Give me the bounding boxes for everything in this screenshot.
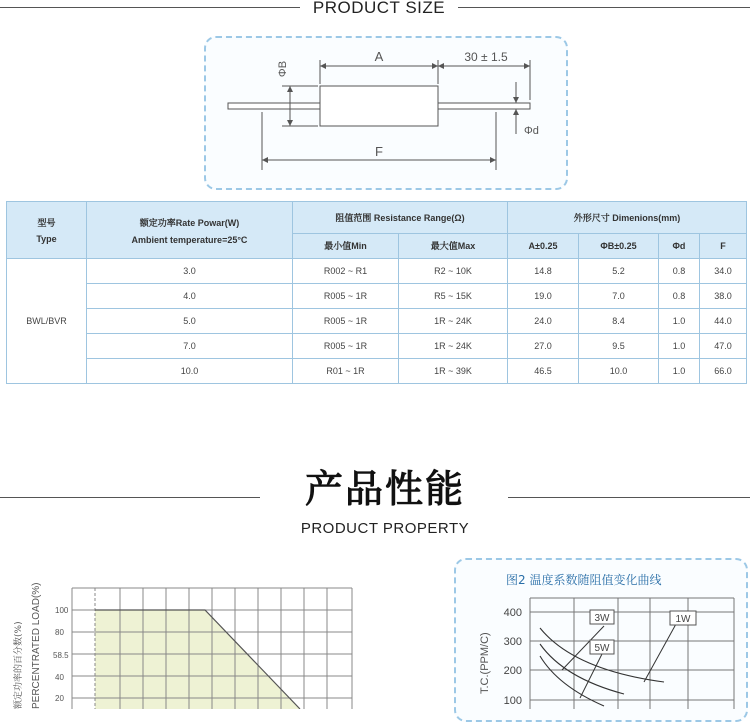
cell-min: R01 ~ 1R bbox=[293, 359, 399, 384]
header-resistance: 阻值范围 Resistance Range(Ω) bbox=[293, 202, 508, 234]
cell-max: 1R ~ 24K bbox=[399, 309, 508, 334]
derating-ytick: 58.5 bbox=[53, 651, 69, 660]
tc-ytick: 100 bbox=[503, 695, 522, 707]
tc-chart bbox=[454, 590, 750, 709]
dim-label-b: ΦB bbox=[277, 60, 289, 78]
table-row bbox=[7, 309, 747, 334]
property-rule-right bbox=[508, 497, 750, 498]
cell-d: 0.8 bbox=[659, 284, 700, 309]
cell-f: 34.0 bbox=[700, 259, 747, 284]
cell-power: 7.0 bbox=[87, 334, 293, 359]
tc-curve-label: 1W bbox=[675, 614, 691, 625]
cell-b: 10.0 bbox=[579, 359, 659, 384]
cell-min: R005 ~ 1R bbox=[293, 334, 399, 359]
cell-d: 1.0 bbox=[659, 359, 700, 384]
property-title-cn: 产品性能 bbox=[304, 467, 465, 511]
cell-min: R005 ~ 1R bbox=[293, 309, 399, 334]
header-power-en: Ambient temperature=25°C bbox=[131, 234, 248, 245]
cell-a: 27.0 bbox=[508, 334, 579, 359]
cell-a: 14.8 bbox=[508, 259, 579, 284]
tc-ylabel: T.C.(PPM/C) bbox=[479, 632, 491, 694]
derating-area bbox=[95, 610, 300, 709]
tc-ytick: 400 bbox=[503, 607, 522, 619]
derating-ytick: 80 bbox=[55, 628, 64, 637]
cell-power: 3.0 bbox=[87, 259, 293, 284]
dimension-drawing bbox=[0, 0, 750, 200]
tc-ytick: 300 bbox=[503, 636, 522, 648]
cell-max: R2 ~ 10K bbox=[399, 259, 508, 284]
tc-curve-5w bbox=[540, 656, 604, 706]
derating-ylabel-en: PERCENTRATED LOAD(%) bbox=[31, 582, 42, 709]
cell-f: 38.0 bbox=[700, 284, 747, 309]
dim-label-a: A bbox=[374, 49, 384, 64]
spec-table bbox=[6, 201, 747, 384]
dim-label-d: Φd bbox=[524, 125, 539, 137]
cell-b: 8.4 bbox=[579, 309, 659, 334]
derating-ytick: 100 bbox=[55, 606, 69, 615]
derating-ytick: 40 bbox=[55, 673, 64, 682]
type-cell: BWL/BVR bbox=[7, 259, 87, 384]
property-rule-left bbox=[0, 497, 260, 498]
property-title-en: PRODUCT PROPERTY bbox=[300, 520, 470, 537]
derating-chart bbox=[0, 570, 360, 709]
cell-f: 66.0 bbox=[700, 359, 747, 384]
derating-ytick: 20 bbox=[55, 694, 64, 703]
cell-power: 10.0 bbox=[87, 359, 293, 384]
tc-chart-title: 图2 温度系数随阻值变化曲线 bbox=[506, 573, 662, 587]
header-d: Φd bbox=[659, 233, 700, 258]
header-power bbox=[87, 202, 293, 259]
cell-power: 4.0 bbox=[87, 284, 293, 309]
header-type-en: Type bbox=[36, 234, 57, 244]
cell-d: 0.8 bbox=[659, 259, 700, 284]
cell-min: R005 ~ 1R bbox=[293, 284, 399, 309]
header-f: F bbox=[700, 233, 747, 258]
cell-a: 24.0 bbox=[508, 309, 579, 334]
tc-curve-label: 5W bbox=[594, 643, 610, 654]
header-power-cn: 额定功率Rate Powar(W) bbox=[139, 217, 240, 228]
cell-b: 7.0 bbox=[579, 284, 659, 309]
table-row bbox=[7, 334, 747, 359]
table-row bbox=[7, 359, 747, 384]
header-type-cn: 型号 bbox=[37, 218, 56, 228]
cell-power: 5.0 bbox=[87, 309, 293, 334]
cell-d: 1.0 bbox=[659, 309, 700, 334]
header-max: 最大值Max bbox=[399, 233, 508, 258]
tc-ytick: 200 bbox=[503, 665, 522, 677]
header-type bbox=[7, 202, 87, 259]
table-row bbox=[7, 259, 747, 284]
dim-label-lead: 30 ± 1.5 bbox=[464, 50, 508, 64]
cell-d: 1.0 bbox=[659, 334, 700, 359]
cell-b: 5.2 bbox=[579, 259, 659, 284]
cell-max: 1R ~ 39K bbox=[399, 359, 508, 384]
product-size-title: PRODUCT SIZE bbox=[312, 0, 446, 17]
cell-f: 44.0 bbox=[700, 309, 747, 334]
tc-curve-label: 3W bbox=[594, 613, 610, 624]
table-row bbox=[7, 284, 747, 309]
cell-f: 47.0 bbox=[700, 334, 747, 359]
derating-ylabel-cn: 额定功率的百分数(%) bbox=[14, 621, 24, 709]
cell-max: 1R ~ 24K bbox=[399, 334, 508, 359]
header-min: 最小值Min bbox=[293, 233, 399, 258]
header-dimensions: 外形尺寸 Dimenions(mm) bbox=[508, 202, 747, 234]
dim-label-f: F bbox=[375, 144, 383, 159]
cell-a: 19.0 bbox=[508, 284, 579, 309]
header-a: A±0.25 bbox=[508, 233, 579, 258]
cell-a: 46.5 bbox=[508, 359, 579, 384]
header-b: ΦB±0.25 bbox=[579, 233, 659, 258]
cell-b: 9.5 bbox=[579, 334, 659, 359]
cell-max: R5 ~ 15K bbox=[399, 284, 508, 309]
cell-min: R002 ~ R1 bbox=[293, 259, 399, 284]
